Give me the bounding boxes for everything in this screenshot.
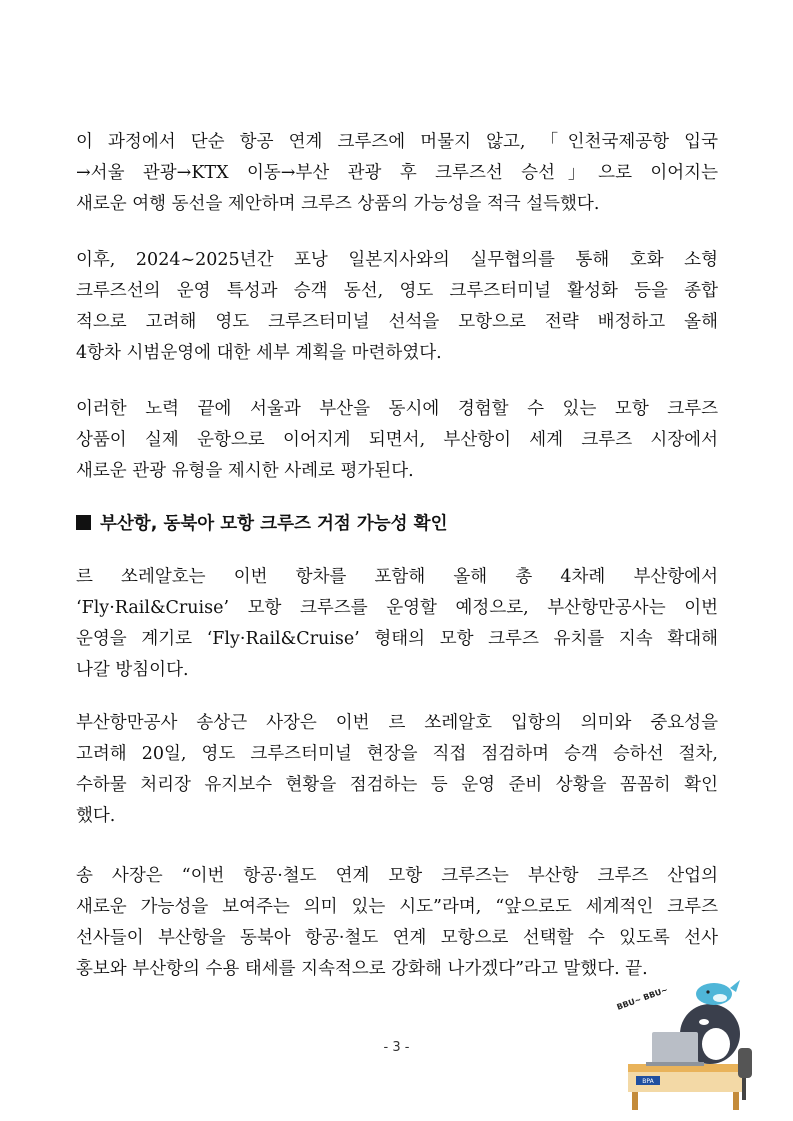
dolphin-body <box>696 983 732 1005</box>
speech-text: BBU~ BBU~ <box>615 985 670 1012</box>
paragraph-line: 수하물 처리장 유지보수 현황을 점검하는 등 운영 준비 상황을 꼼꼼히 확인 <box>76 775 718 795</box>
paragraph-line: 이 과정에서 단순 항공 연계 크루즈에 머물지 않고, 「인천국제공항 입국 <box>76 132 718 152</box>
section-heading-text: 부산항, 동북아 모항 크루즈 거점 가능성 확인 <box>100 514 448 534</box>
paragraph-line: →서울 관광→KTX 이동→부산 관광 후 크루즈선 승선」으로 이어지는 <box>76 163 718 183</box>
paragraph-line: 4항차 시범운영에 대한 세부 계획을 마련하였다. <box>76 343 442 363</box>
dolphin-tail <box>730 980 740 992</box>
page-number: - 3 - <box>383 1040 410 1055</box>
paragraph-line: 적으로 고려해 영도 크루즈터미널 선석을 모항으로 전략 배정하고 올해 <box>76 312 718 332</box>
section-heading <box>76 510 448 538</box>
paragraph-line: 새로운 관광 유형을 제시한 사례로 평가된다. <box>76 461 414 481</box>
dolphin-belly <box>713 994 727 1002</box>
paragraph-4 <box>76 562 718 686</box>
chair-post <box>742 1078 746 1100</box>
laptop-screen <box>652 1032 698 1064</box>
paragraph-line: 상품이 실제 운항으로 이어지게 되면서, 부산항이 세계 크루즈 시장에서 <box>76 430 718 450</box>
orca-eye-patch <box>699 1019 709 1025</box>
paragraph-line: 홍보와 부산항의 수용 태세를 지속적으로 강화해 나가겠다”라고 말했다. 끝. <box>76 959 648 979</box>
paragraph-line: 송 사장은 “이번 항공·철도 연계 모항 크루즈는 부산항 크루즈 산업의 <box>76 866 718 886</box>
paragraph-3 <box>76 394 718 487</box>
paragraph-line: 운영을 계기로 ‘Fly·Rail&Cruise’ 형태의 모항 크루즈 유치를 지속 확대해 <box>76 629 718 649</box>
paragraph-2 <box>76 245 718 369</box>
laptop-base <box>646 1062 704 1066</box>
desk-label-text: BPA <box>642 1078 654 1085</box>
paragraph-line: 나갈 방침이다. <box>76 660 189 680</box>
paragraph-line: 부산항만공사 송상근 사장은 이번 르 쏘레알호 입항의 의미와 중요성을 <box>76 713 718 733</box>
paragraph-1 <box>76 127 718 220</box>
desk-leg <box>733 1092 739 1110</box>
desk-leg <box>632 1092 638 1110</box>
mascot-illustration <box>610 952 780 1112</box>
paragraph-line: 했다. <box>76 806 116 826</box>
paragraph-line: 이러한 노력 끝에 서울과 부산을 동시에 경험할 수 있는 모항 크루즈 <box>76 399 718 419</box>
orca-belly <box>702 1028 730 1060</box>
dolphin-eye <box>706 990 709 993</box>
paragraph-line: 고려해 20일, 영도 크루즈터미널 현장을 직접 점검하며 승객 승하선 절차, <box>76 744 718 764</box>
paragraph-line: ‘Fly·Rail&Cruise’ 모항 크루즈를 운영할 예정으로, 부산항만공사는 이번 <box>76 598 718 618</box>
paragraph-line: 르 쏘레알호는 이번 항차를 포함해 올해 총 4차례 부산항에서 <box>76 567 718 587</box>
paragraph-line: 새로운 가능성을 보여주는 의미 있는 시도”라며, “앞으로도 세계적인 크루즈 <box>76 897 718 917</box>
black-square-icon <box>76 515 91 530</box>
chair-back <box>738 1048 752 1078</box>
paragraph-line: 선사들이 부산항을 동북아 항공·철도 연계 모항으로 선택할 수 있도록 선사 <box>76 928 718 948</box>
paragraph-line: 크루즈선의 운영 특성과 승객 동선, 영도 크루즈터미널 활성화 등을 종합 <box>76 281 718 301</box>
paragraph-line: 이후, 2024~2025년간 포낭 일본지사와의 실무협의를 통해 호화 소형 <box>76 250 718 270</box>
paragraph-line: 새로운 여행 동선을 제안하며 크루즈 상품의 가능성을 적극 설득했다. <box>76 194 600 214</box>
paragraph-5 <box>76 708 718 832</box>
